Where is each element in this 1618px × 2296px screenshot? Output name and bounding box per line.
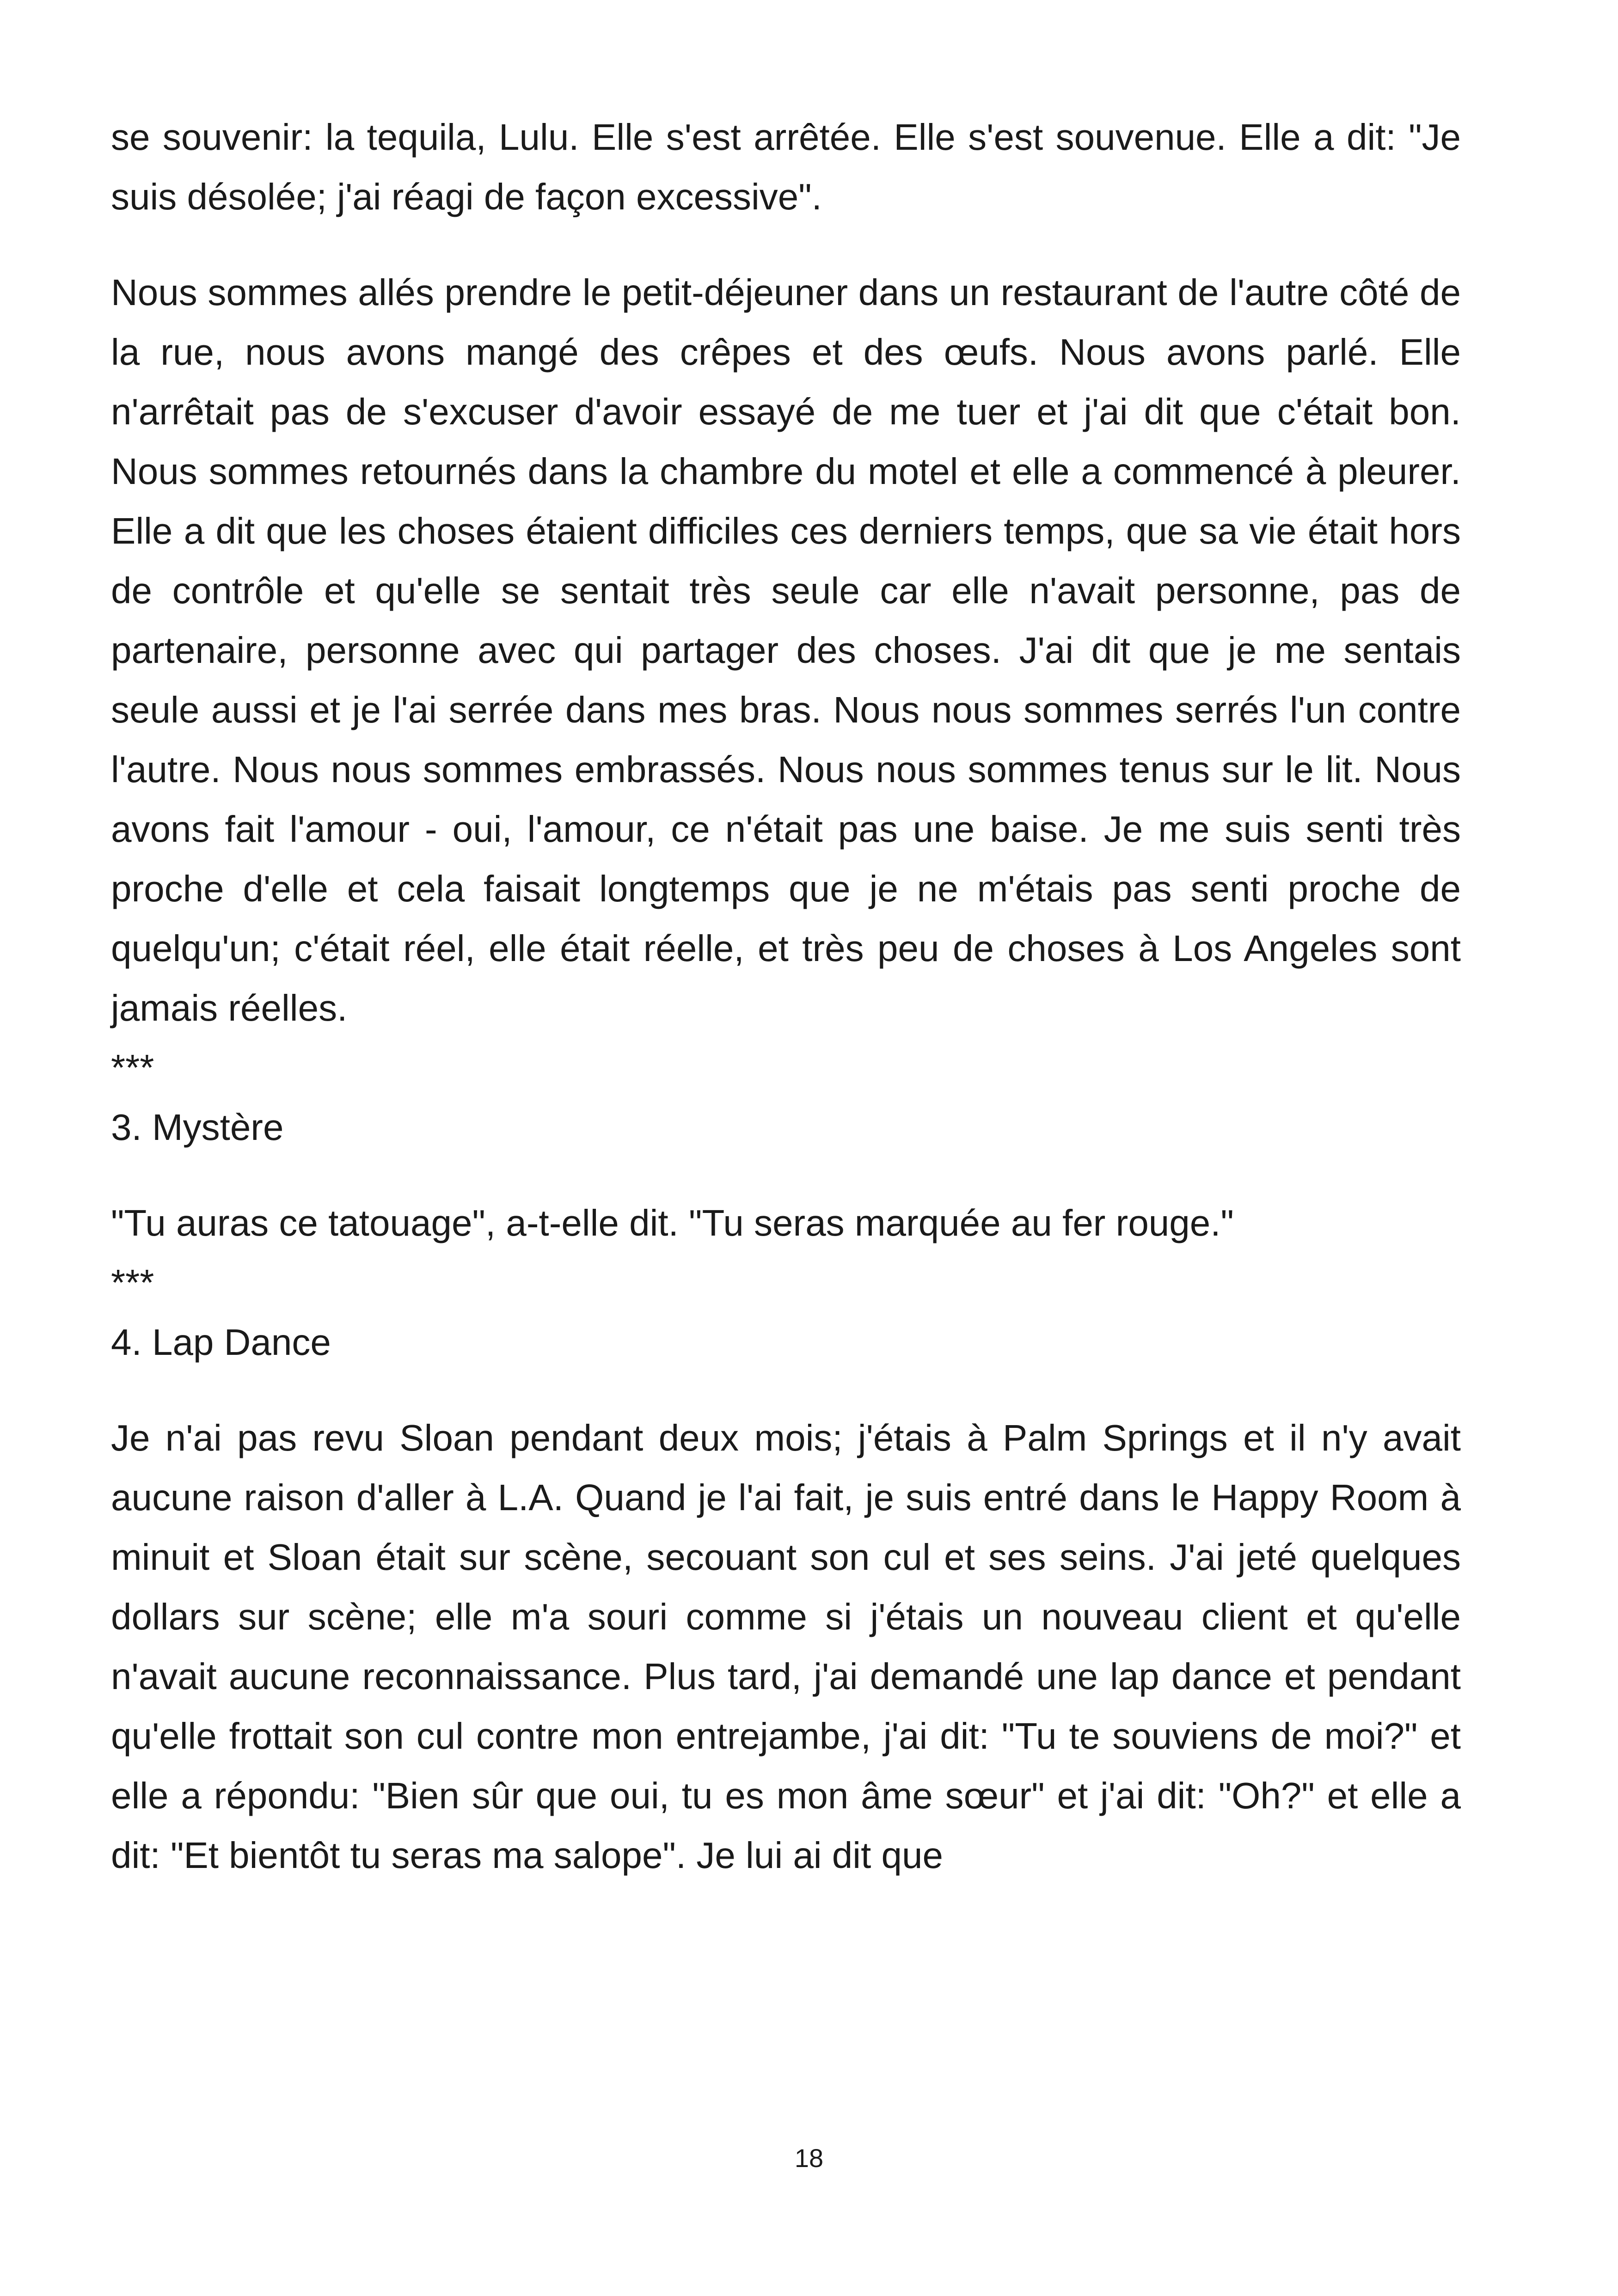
page-body bbox=[111, 107, 1461, 1885]
section-separator: *** bbox=[111, 1047, 154, 1088]
paragraph-tatouage: "Tu auras ce tatouage", a-t-elle dit. "Tu seras marquée au fer rouge." bbox=[111, 1202, 1234, 1243]
section-heading-mystere: 3. Mystère bbox=[111, 1107, 284, 1148]
page-number: 18 bbox=[794, 2143, 824, 2173]
section-separator: *** bbox=[111, 1262, 154, 1303]
section-heading-lap-dance: 4. Lap Dance bbox=[111, 1322, 331, 1363]
paragraph-continuation: se souvenir: la tequila, Lulu. Elle s'est arrêtée. Elle s'est souvenue. Elle a dit: "Je suis désolée; j'ai réagi de façon excessive". bbox=[111, 116, 1461, 217]
paragraph-lap-dance: Je n'ai pas revu Sloan pendant deux mois; j'étais à Palm Springs et il n'y avait aucune raison d'aller à L.A. Quand je l'ai fait, je suis entré dans le Happy Room à minuit et Sloan était sur scène, secouant son cul et ses seins. J'ai jeté quelques dollars sur scène; elle m'a souri comme si j'étais un nouveau client et qu'elle n'avait aucune reconnaissance. Plus tard, j'ai demandé une lap dance et pendant qu'elle frottait son cul contre mon entrejambe, j'ai dit: "Tu te souviens de moi?" et elle a répondu: "Bien sûr que oui, tu es mon âme sœur" et j'ai dit: "Oh?" et elle a dit: "Et bientôt tu seras ma salope". Je lui ai dit que bbox=[111, 1417, 1461, 1876]
paragraph-breakfast: Nous sommes allés prendre le petit-déjeuner dans un restaurant de l'autre côté de la rue, nous avons mangé des crêpes et des œufs. Nous avons parlé. Elle n'arrêtait pas de s'excuser d'avoir essayé de me tuer et j'ai dit que c'était bon. Nous sommes retournés dans la chambre du motel et elle a commencé à pleurer. Elle a dit que les choses étaient difficiles ces derniers temps, que sa vie était hors de contrôle et qu'elle se sentait très seule car elle n'avait personne, pas de partenaire, personne avec qui partager des choses. J'ai dit que je me sentais seule aussi et je l'ai serrée dans mes bras. Nous nous sommes serrés l'un contre l'autre. Nous nous sommes embrassés. Nous nous sommes tenus sur le lit. Nous avons fait l'amour - oui, l'amour, ce n'était pas une baise. Je me suis senti très proche d'elle et cela faisait longtemps que je ne m'étais pas senti proche de quelqu'un; c'était réel, elle était réelle, et très peu de choses à Los Angeles sont jamais réelles. bbox=[111, 272, 1461, 1029]
